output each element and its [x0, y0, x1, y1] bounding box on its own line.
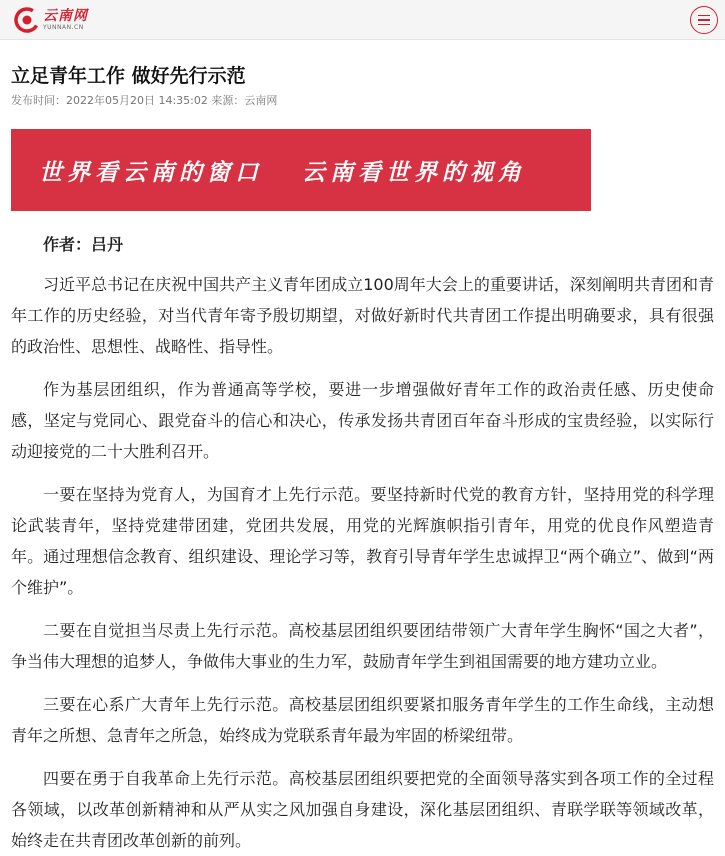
menu-button[interactable] [690, 6, 718, 34]
banner[interactable] [11, 129, 591, 211]
menu-icon-line [698, 24, 710, 26]
menu-icon-line [698, 19, 710, 21]
article-paragraph: 二要在自觉担当尽责上先行示范。高校基层团组织要团结带领广大青年学生胸怀“国之大者”，争当伟大理想的追梦人，争做伟大事业的生力军，鼓励青年学生到祖国需要的地方建功立业。 [11, 621, 714, 671]
logo-text [43, 9, 88, 31]
article-paragraph: 习近平总书记在庆祝中国共产主义青年团成立100周年大会上的重要讲话，深刻阐明共青团和青年工作的历史经验，对当代青年寄予殷切期望，对做好新时代共青团工作提出明确要求，具有很强的政治性、思想性、战略性、指导性。 [11, 275, 714, 356]
article [0, 64, 725, 856]
article-title: 立足青年工作 做好先行示范 [11, 65, 246, 87]
article-paragraph: 三要在心系广大青年上先行示范。高校基层团组织要紧扣服务青年学生的工作生命线，主动想青年之所想、急青年之所急，始终成为党联系青年最为牢固的桥梁纽带。 [11, 695, 714, 745]
article-paragraph: 四要在勇于自我革命上先行示范。高校基层团组织要把党的全面领导落实到各项工作的全过程各领域，以改革创新精神和从严从实之风加强自身建设，深化基层团组织、青联学联等领域改革，始终走在共青团改革创新的前列。 [11, 769, 714, 850]
logo-cn-text: 云南网 [43, 8, 88, 24]
menu-icon-line [698, 15, 710, 17]
article-author: 作者：吕丹 [43, 235, 124, 254]
article-paragraph: 一要在坚持为党育人，为国育才上先行示范。要坚持新时代党的教育方针，坚持用党的科学理论武装青年，坚持党建带团建，党团共发展，用党的光辉旗帜指引青年，用党的优良作风塑造青年。通过理想信念教育、组织建设、理论学习等，教育引导青年学生忠诚捍卫“两个确立”、做到“两个维护”。 [11, 485, 714, 597]
logo-icon [14, 7, 40, 33]
site-logo[interactable] [14, 5, 88, 35]
logo-en-text: YUNNAN.CN [43, 24, 84, 31]
article-paragraph: 作为基层团组织，作为普通高等学校，要进一步增强做好青年工作的政治责任感、历史使命感，坚定与党同心、跟党奋斗的信心和决心，传承发扬共青团百年奋斗形成的宝贵经验，以实际行动迎接党的二十大胜利召开。 [11, 380, 714, 461]
top-bar [0, 0, 725, 40]
article-meta: 发布时间：2022年05月20日 14:35:02 来源：云南网 [11, 94, 278, 107]
banner-slogan: 世界看云南的窗口 云南看世界的视角 [39, 158, 527, 186]
